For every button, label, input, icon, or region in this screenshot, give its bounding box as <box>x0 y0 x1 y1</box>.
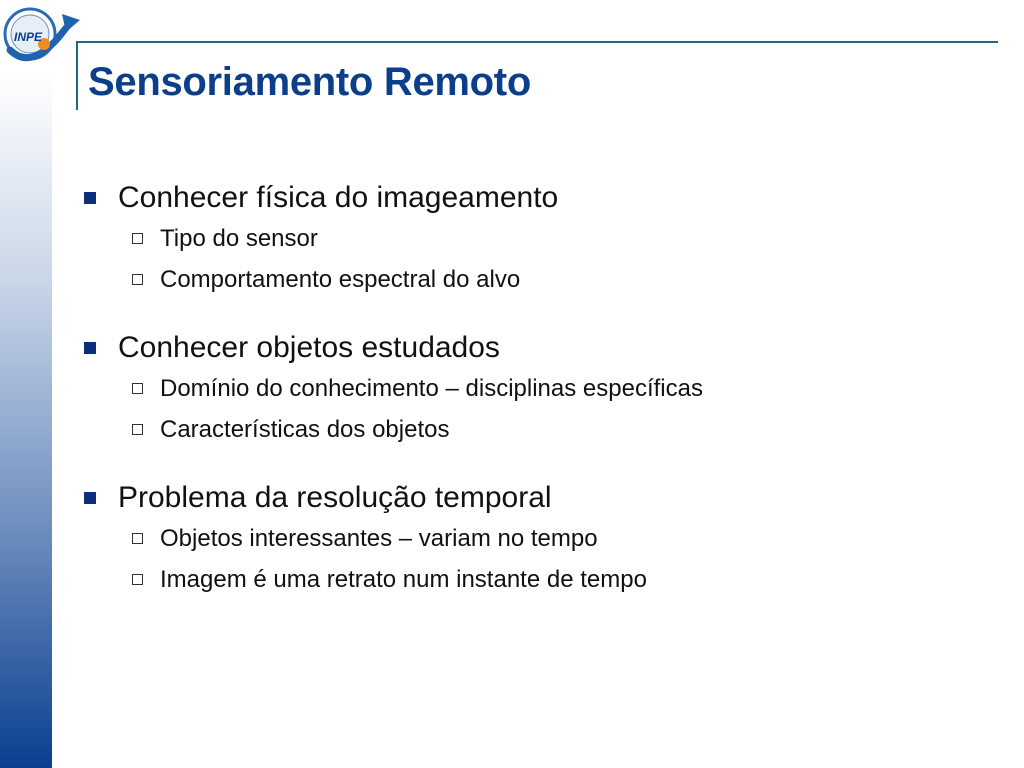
bullet-group <box>80 478 980 600</box>
bullet-item <box>80 328 980 368</box>
sub-bullet-text: Imagem é uma retrato num instante de tempo <box>160 565 647 593</box>
hollow-square-bullet-icon <box>132 233 143 244</box>
side-gradient-band <box>0 72 52 768</box>
sub-bullet-item <box>80 518 980 559</box>
hollow-square-bullet-icon <box>132 424 143 435</box>
bullet-text: Conhecer objetos estudados <box>118 331 500 364</box>
sub-bullet-item <box>80 409 980 450</box>
bullet-text: Conhecer física do imageamento <box>118 181 559 214</box>
hollow-square-bullet-icon <box>132 533 143 544</box>
sub-bullet-item <box>80 259 980 300</box>
sub-bullet-text: Tipo do sensor <box>160 224 318 252</box>
sub-bullet-item <box>80 368 980 409</box>
square-bullet-icon <box>84 342 96 354</box>
hollow-square-bullet-icon <box>132 274 143 285</box>
sub-bullet-text: Comportamento espectral do alvo <box>160 265 521 293</box>
bullet-text: Problema da resolução temporal <box>118 481 552 514</box>
sub-bullet-item <box>80 218 980 259</box>
svg-text:INPE: INPE <box>14 30 43 44</box>
bullet-group <box>80 178 980 300</box>
hollow-square-bullet-icon <box>132 574 143 585</box>
sub-bullet-text: Domínio do conhecimento – disciplinas específicas <box>160 374 703 402</box>
sub-bullet-text: Características dos objetos <box>160 415 450 443</box>
slide-title: Sensoriamento Remoto <box>88 60 531 104</box>
sub-bullet-item <box>80 559 980 600</box>
bullet-list <box>80 178 980 628</box>
header-rule <box>78 41 998 43</box>
title-vertical-rule <box>76 41 78 110</box>
hollow-square-bullet-icon <box>132 383 143 394</box>
bullet-item <box>80 478 980 518</box>
bullet-group <box>80 328 980 450</box>
bullet-item <box>80 178 980 218</box>
square-bullet-icon <box>84 192 96 204</box>
sub-bullet-text: Objetos interessantes – variam no tempo <box>160 524 598 552</box>
square-bullet-icon <box>84 492 96 504</box>
